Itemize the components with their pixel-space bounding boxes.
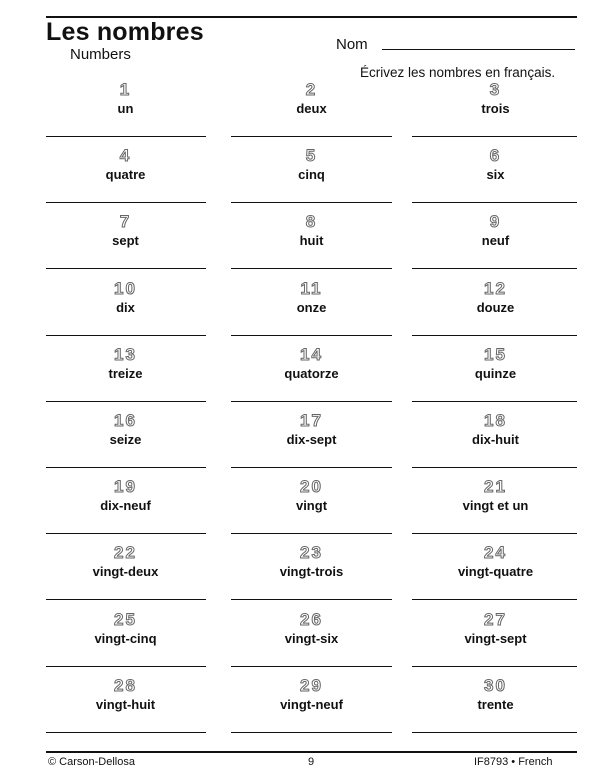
instruction-text: Écrivez les nombres en français. [360, 65, 556, 80]
number-cell [46, 212, 223, 278]
number-cell [400, 543, 577, 609]
number-cell [400, 610, 577, 676]
outlined-number: 7 [119, 212, 132, 232]
number-word: vingt et un [462, 498, 529, 514]
outlined-number: 19 [114, 477, 137, 497]
number-word: vingt-neuf [280, 696, 343, 712]
number-cell [46, 477, 223, 543]
answer-line[interactable] [412, 335, 577, 336]
number-cell [223, 279, 400, 345]
answer-line[interactable] [231, 136, 392, 137]
outlined-number: 30 [484, 675, 507, 695]
answer-line[interactable] [46, 202, 206, 203]
number-word: treize [108, 365, 143, 381]
outlined-number: 16 [114, 410, 137, 430]
outlined-number: 12 [484, 278, 507, 298]
number-cell [46, 279, 223, 345]
answer-line[interactable] [231, 268, 392, 269]
number-word: vingt-sept [464, 630, 527, 646]
footer-page-number: 9 [308, 756, 315, 768]
number-word: dix [116, 299, 135, 315]
number-word: six [486, 167, 505, 183]
answer-line[interactable] [46, 666, 206, 667]
answer-line[interactable] [231, 599, 392, 600]
number-cell [223, 543, 400, 609]
outlined-number: 27 [484, 609, 507, 629]
number-word: vingt-deux [92, 564, 159, 580]
outlined-number: 10 [114, 278, 137, 298]
answer-line[interactable] [412, 599, 577, 600]
number-cell [400, 345, 577, 411]
answer-line[interactable] [412, 401, 577, 402]
answer-line[interactable] [46, 335, 206, 336]
outlined-number: 6 [489, 146, 502, 166]
number-grid [46, 80, 577, 742]
number-word: vingt-cinq [94, 630, 157, 646]
number-word: vingt-trois [279, 564, 344, 580]
footer-code: IF8793 • French [474, 756, 553, 768]
number-cell [400, 279, 577, 345]
number-cell [46, 543, 223, 609]
number-cell [46, 146, 223, 212]
number-cell [46, 676, 223, 742]
number-word: seize [109, 431, 142, 447]
outlined-number: 8 [305, 212, 318, 232]
outlined-number: 3 [489, 80, 502, 99]
number-word: dix-huit [472, 431, 519, 447]
outlined-number: 20 [300, 477, 323, 497]
number-cell [46, 345, 223, 411]
answer-line[interactable] [231, 533, 392, 534]
number-cell [223, 212, 400, 278]
page-title: Les nombres [46, 18, 204, 46]
number-word: sept [112, 233, 139, 249]
outlined-number: 1 [119, 80, 132, 99]
answer-line[interactable] [231, 401, 392, 402]
number-cell [46, 411, 223, 477]
number-word: deux [296, 101, 327, 116]
outlined-number: 17 [300, 410, 323, 430]
number-cell [400, 411, 577, 477]
number-word: un [117, 101, 134, 116]
answer-line[interactable] [231, 666, 392, 667]
number-word: vingt-quatre [457, 564, 534, 580]
answer-line[interactable] [46, 136, 206, 137]
outlined-number: 5 [305, 146, 318, 166]
number-cell [400, 212, 577, 278]
outlined-number: 11 [300, 278, 323, 298]
outlined-number: 15 [484, 344, 507, 364]
number-cell [223, 411, 400, 477]
answer-line[interactable] [46, 268, 206, 269]
number-cell [400, 80, 577, 146]
number-cell [400, 146, 577, 212]
number-word: quinze [474, 365, 517, 381]
outlined-number: 29 [300, 675, 323, 695]
number-cell [223, 610, 400, 676]
number-cell [223, 146, 400, 212]
answer-line[interactable] [412, 268, 577, 269]
name-field-line[interactable] [382, 49, 575, 50]
outlined-number: 4 [119, 146, 132, 166]
footer-copyright: © Carson-Dellosa [48, 756, 135, 768]
answer-line[interactable] [231, 467, 392, 468]
outlined-number: 28 [114, 675, 137, 695]
number-word: huit [299, 233, 324, 249]
answer-line[interactable] [46, 533, 206, 534]
outlined-number: 14 [300, 344, 323, 364]
answer-line[interactable] [46, 732, 206, 733]
outlined-number: 22 [114, 543, 137, 563]
number-word: vingt-huit [95, 696, 156, 712]
outlined-number: 25 [114, 609, 137, 629]
answer-line[interactable] [46, 599, 206, 600]
number-word: trente [477, 696, 514, 712]
number-word: cinq [298, 167, 325, 183]
outlined-number: 26 [300, 609, 323, 629]
answer-line[interactable] [231, 335, 392, 336]
number-cell [400, 676, 577, 742]
name-label: Nom [336, 36, 368, 53]
answer-line[interactable] [412, 533, 577, 534]
number-cell [223, 477, 400, 543]
number-word: quatre [105, 167, 146, 183]
page-subtitle: Numbers [70, 46, 131, 63]
number-word: douze [476, 299, 515, 315]
number-word: trois [481, 101, 510, 116]
number-cell [46, 610, 223, 676]
answer-line[interactable] [412, 136, 577, 137]
number-cell [223, 676, 400, 742]
bottom-rule [46, 751, 577, 753]
number-word: vingt [295, 498, 328, 514]
number-cell [223, 80, 400, 146]
answer-line[interactable] [412, 202, 577, 203]
answer-line[interactable] [412, 732, 577, 733]
number-word: dix-neuf [100, 498, 151, 514]
outlined-number: 21 [484, 477, 507, 497]
number-word: neuf [481, 233, 510, 249]
answer-line[interactable] [46, 467, 206, 468]
answer-line[interactable] [412, 666, 577, 667]
number-cell [400, 477, 577, 543]
answer-line[interactable] [231, 202, 392, 203]
number-word: vingt-six [284, 630, 339, 646]
answer-line[interactable] [231, 732, 392, 733]
number-word: dix-sept [286, 431, 337, 447]
answer-line[interactable] [412, 467, 577, 468]
outlined-number: 24 [484, 543, 507, 563]
outlined-number: 13 [114, 344, 137, 364]
outlined-number: 2 [305, 80, 318, 99]
outlined-number: 18 [484, 410, 507, 430]
number-cell [223, 345, 400, 411]
outlined-number: 9 [489, 212, 502, 232]
number-word: onze [296, 299, 327, 315]
number-word: quatorze [284, 365, 339, 381]
outlined-number: 23 [300, 543, 323, 563]
answer-line[interactable] [46, 401, 206, 402]
number-cell [46, 80, 223, 146]
